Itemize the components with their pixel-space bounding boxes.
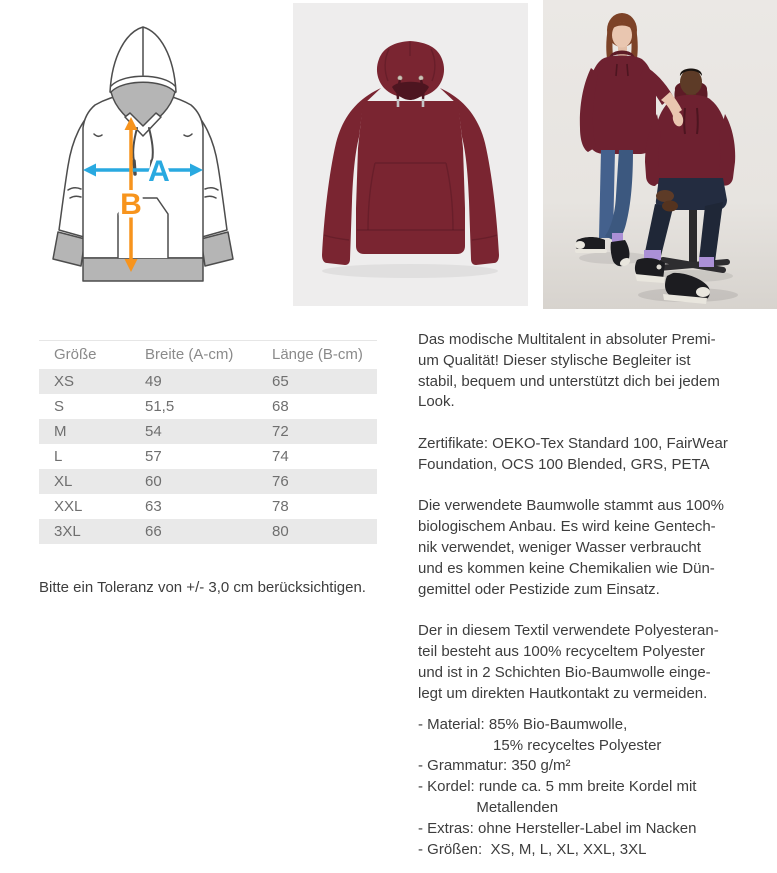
text-line: legt um direkten Hautkontakt zu vermeiden. [418,684,708,702]
hoodie-measurement-diagram [38,18,248,290]
waistband [83,258,203,281]
width-label-a: A [148,155,170,188]
specs-list [418,715,777,861]
intro-paragraph [418,330,777,413]
column-header: Breite (A-cm) [145,346,234,364]
text-line: Die verwendete Baumwolle stammt aus 100% [418,497,724,515]
text-line: - Kordel: runde ca. 5 mm breite Kordel mit [418,778,697,796]
product-description [418,330,777,860]
table-row [39,469,377,494]
man-hoodie [652,95,730,187]
table-cell: 78 [272,497,289,515]
polyester-paragraph [418,621,777,704]
left-cuff [53,232,85,266]
table-cell: 68 [272,397,289,415]
text-line: Zertifikate: OEKO-Tex Standard 100, FairWear [418,434,728,452]
size-table [39,340,377,544]
height-label-b: B [120,188,142,221]
tolerance-note: Bitte ein Toleranz von +/- 3,0 cm berücksichtigen. [39,579,366,596]
certificates-paragraph [418,434,777,476]
table-row [39,419,377,444]
table-cell: 66 [145,519,272,544]
table-row [39,519,377,544]
table-cell: 49 [145,369,272,394]
table-cell: 60 [145,469,272,494]
text-line: Metallenden [418,798,559,816]
table-cell: 51,5 [145,397,175,415]
table-row [39,444,377,469]
table-row [39,394,377,419]
table-cell: XL [39,469,145,494]
column-header: Größe [54,346,97,364]
text-line: gemittel oder Pestizide zum Einsatz. [418,580,660,598]
text-line: teil besteht aus 100% recyceltem Polyester [418,642,705,660]
text-line: - Extras: ohne Hersteller-Label im Nacken [418,819,697,837]
text-line: nik verwendet, weniger Wasser verbraucht [418,538,701,556]
size-table-header-row [39,341,377,369]
text-line: um Qualität! Dieser stylische Begleiter ist [418,351,691,369]
table-cell: 57 [145,447,162,465]
text-line: und ist in 2 Schichten Bio-Baumwolle einge- [418,663,711,681]
table-cell: XS [39,369,145,394]
table-cell: L [54,447,63,465]
table-cell: 74 [272,447,289,465]
models-photo [543,0,777,309]
size-diagram-image [38,18,248,290]
table-cell: 80 [272,519,377,544]
models-illustration [543,0,777,309]
text-line: biologischem Anbau. Es wird keine Gentech- [418,518,716,536]
table-cell: 54 [145,419,272,444]
cotton-paragraph [418,496,777,600]
burgundy-hoodie-illustration [293,3,528,306]
text-line: Foundation, OCS 100 Blended, GRS, PETA [418,455,710,473]
size-table-body [39,369,377,544]
table-row [39,369,377,394]
table-cell: M [39,419,145,444]
text-line: stabil, bequem und unterstützt dich bei jedem [418,372,720,390]
text-line: 15% recyceltes Polyester [418,736,662,754]
text-line: Der in diesem Textil verwendete Polyesteran- [418,622,719,640]
table-cell: XXL [54,497,83,515]
table-cell: 76 [272,469,377,494]
table-cell: 3XL [39,519,145,544]
table-row [39,494,377,519]
text-line: - Material: 85% Bio-Baumwolle, [418,715,628,733]
text-line: - Größen: XS, M, L, XL, XXL, 3XL [418,840,647,858]
right-cuff [201,232,233,266]
column-header: Länge (B-cm) [272,346,363,364]
text-line: und es kommen keine Chemikalien wie Dün- [418,559,715,577]
table-cell: 63 [145,497,162,515]
table-cell: 72 [272,419,377,444]
product-photo [293,3,528,306]
table-cell: S [54,397,65,415]
table-cell: 65 [272,369,377,394]
text-line: - Grammatur: 350 g/m² [418,757,571,775]
text-line: Das modische Multitalent in absoluter Premi- [418,331,716,348]
text-line: Look. [418,393,455,411]
